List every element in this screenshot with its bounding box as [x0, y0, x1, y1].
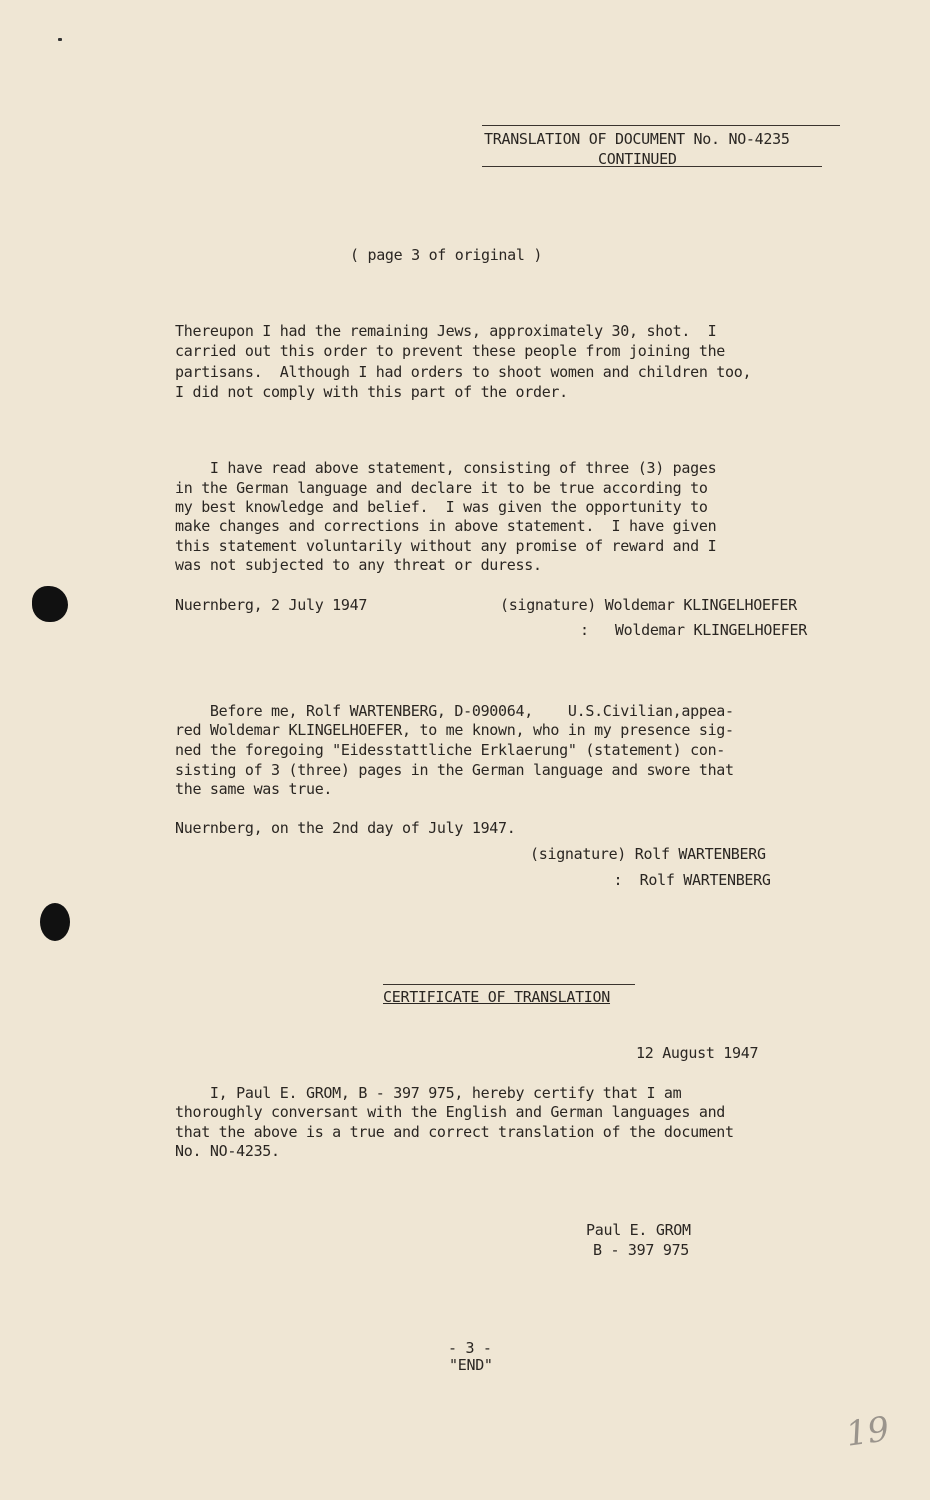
certificate-body-line: No. NO-4235. [175, 1142, 280, 1160]
certificate-body-line: that the above is a true and correct translation of the document [175, 1123, 734, 1141]
place-date-1: Nuernberg, 2 July 1947 [175, 596, 368, 614]
paragraph-3-line: ned the foregoing "Eidesstattliche Erklaerung" (statement) con- [175, 741, 726, 759]
paragraph-1-line: carried out this order to prevent these people from joining the [175, 342, 726, 360]
paragraph-3-line: sisting of 3 (three) pages in the German language and swore that [175, 761, 734, 779]
paragraph-1-line: I did not comply with this part of the order. [175, 383, 568, 401]
certificate-body-line: I, Paul E. GROM, B - 397 975, hereby certify that I am [175, 1084, 682, 1102]
signature-2-line-2: : Rolf WARTENBERG [596, 871, 771, 889]
certificate-title: CERTIFICATE OF TRANSLATION [383, 988, 611, 1006]
certificate-date: 12 August 1947 [636, 1044, 759, 1062]
paragraph-2-line: was not subjected to any threat or duress. [175, 556, 542, 574]
paper-speck [58, 38, 62, 41]
paragraph-3-line: Before me, Rolf WARTENBERG, D-090064, U.S.Civilian,appea- [175, 702, 734, 720]
paragraph-2-line: in the German language and declare it to be true according to [175, 479, 708, 497]
place-date-2: Nuernberg, on the 2nd day of July 1947. [175, 819, 516, 837]
end-mark: "END" [449, 1356, 493, 1374]
paragraph-3-line: red Woldemar KLINGELHOEFER, to me known, who in my presence sig- [175, 721, 734, 739]
header-continued: CONTINUED [598, 150, 677, 168]
page-number: - 3 - [448, 1339, 492, 1357]
translator-name: Paul E. GROM [586, 1221, 691, 1239]
punch-hole-bottom [40, 903, 70, 941]
paragraph-2-line: this statement voluntarily without any promise of reward and I [175, 537, 717, 555]
paragraph-2-line: my best knowledge and belief. I was given the opportunity to [175, 498, 708, 516]
paragraph-3-line: the same was true. [175, 780, 333, 798]
page-reference: ( page 3 of original ) [350, 246, 543, 264]
punch-hole-top [32, 586, 68, 622]
certificate-body-line: thoroughly conversant with the English and German languages and [175, 1103, 726, 1121]
paragraph-1-line: partisans. Although I had orders to shoot women and children too, [175, 363, 752, 381]
signature-1-line-1: (signature) Woldemar KLINGELHOEFER [500, 596, 797, 614]
paragraph-2-line: make changes and corrections in above statement. I have given [175, 517, 717, 535]
header-top-rule [482, 125, 840, 126]
paragraph-1-line: Thereupon I had the remaining Jews, approximately 30, shot. I [175, 322, 717, 340]
paragraph-2-line: I have read above statement, consisting of three (3) pages [175, 459, 717, 477]
certificate-top-rule [383, 984, 635, 985]
signature-2-line-1: (signature) Rolf WARTENBERG [530, 845, 766, 863]
header-title: TRANSLATION OF DOCUMENT No. NO-4235 [484, 130, 790, 148]
signature-1-line-2: : Woldemar KLINGELHOEFER [580, 621, 808, 639]
handwritten-page-note: 19 [843, 1409, 892, 1455]
translator-id: B - 397 975 [593, 1241, 690, 1259]
header-bottom-rule [482, 166, 822, 167]
